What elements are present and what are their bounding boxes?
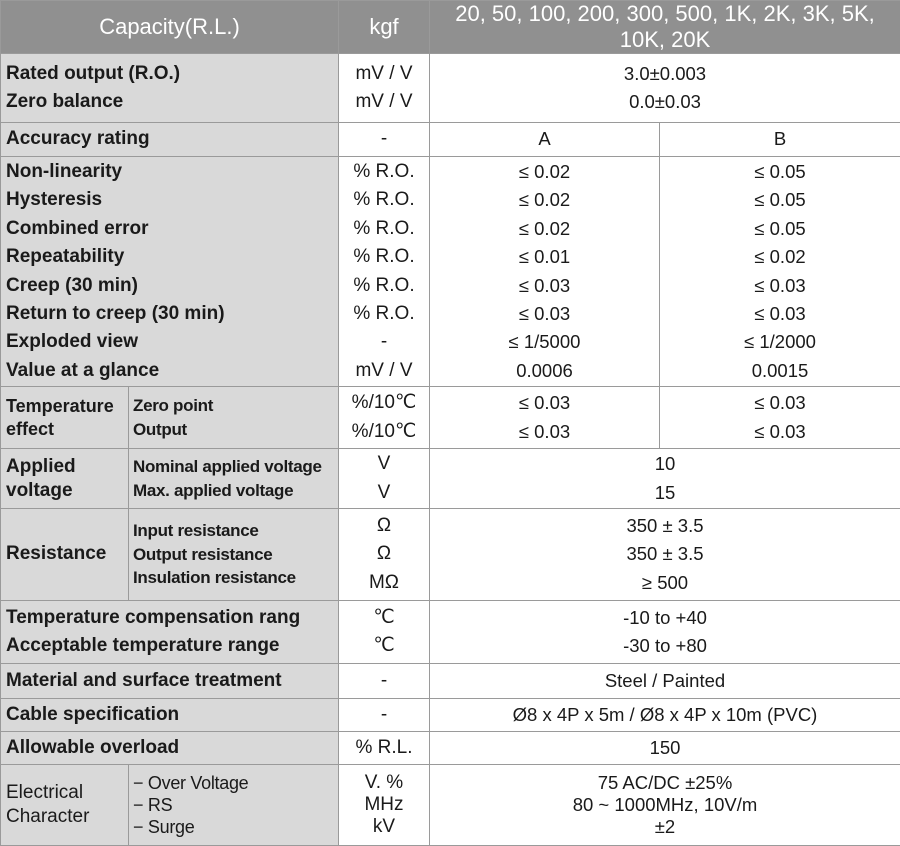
nominal-voltage-value: 10: [430, 450, 900, 478]
over-voltage-label: − Over Voltage: [133, 772, 338, 794]
applied-voltage-sublabels: [129, 449, 339, 509]
hysteresis-a: ≤ 0.02: [430, 186, 659, 214]
zero-point-label: Zero point: [133, 394, 338, 418]
zero-point-b: ≤ 0.03: [660, 389, 900, 417]
return-to-creep-a: ≤ 0.03: [430, 300, 659, 328]
insulation-resistance-unit: MΩ: [339, 569, 429, 597]
return-to-creep-unit: % R.O.: [339, 300, 429, 328]
compensation-range-value: -10 to +40: [430, 604, 900, 632]
applied-voltage-label: [1, 449, 129, 509]
repeatability-b: ≤ 0.02: [660, 243, 900, 271]
performance-row: [1, 157, 900, 387]
non-linearity-a: ≤ 0.02: [430, 158, 659, 186]
input-resistance-unit: Ω: [339, 512, 429, 540]
rs-value: 80 ~ 1000MHz, 10V/m: [430, 794, 900, 816]
return-to-creep-b: ≤ 0.03: [660, 300, 900, 328]
nominal-voltage-unit: V: [339, 450, 429, 478]
output-temp-a: ≤ 0.03: [430, 418, 659, 446]
resistance-values: [430, 509, 900, 601]
zero-balance-label: Zero balance: [6, 88, 338, 116]
output-resistance-label: Output resistance: [133, 543, 338, 567]
material-value: Steel / Painted: [430, 664, 900, 699]
overload-value: 150: [430, 732, 900, 765]
electrical-label-line1: Electrical: [6, 781, 128, 805]
electrical-values: [430, 765, 900, 846]
temperature-range-units: [339, 601, 430, 664]
acceptable-range-unit: ℃: [339, 632, 429, 660]
zero-point-unit: %/10℃: [339, 389, 429, 417]
hysteresis-label: Hysteresis: [6, 186, 338, 214]
insulation-resistance-label: Insulation resistance: [133, 566, 338, 590]
over-voltage-value: 75 AC/DC ±25%: [430, 772, 900, 794]
overload-label: Allowable overload: [1, 732, 339, 765]
input-resistance-value: 350 ± 3.5: [430, 512, 900, 540]
repeatability-a: ≤ 0.01: [430, 243, 659, 271]
input-resistance-label: Input resistance: [133, 519, 338, 543]
resistance-row: [1, 509, 900, 601]
acceptable-range-value: -30 to +80: [430, 632, 900, 660]
value-at-glance-unit: mV / V: [339, 357, 429, 385]
accuracy-row: [1, 123, 900, 157]
creep-a: ≤ 0.03: [430, 272, 659, 300]
max-voltage-value: 15: [430, 479, 900, 507]
accuracy-unit: -: [339, 123, 430, 157]
temperature-effect-label: [1, 387, 129, 449]
temperature-range-labels: [1, 601, 339, 664]
performance-units: [339, 157, 430, 387]
output-units: [339, 54, 430, 123]
accuracy-b: B: [660, 123, 900, 157]
hysteresis-b: ≤ 0.05: [660, 186, 900, 214]
overload-unit: % R.L.: [339, 732, 430, 765]
accuracy-a: A: [430, 123, 660, 157]
cable-label: Cable specification: [1, 699, 339, 732]
applied-voltage-units: [339, 449, 430, 509]
cable-row: [1, 699, 900, 732]
combined-error-b: ≤ 0.05: [660, 215, 900, 243]
cable-value: Ø8 x 4P x 5m / Ø8 x 4P x 10m (PVC): [430, 699, 900, 732]
overload-row: [1, 732, 900, 765]
creep-b: ≤ 0.03: [660, 272, 900, 300]
surge-unit: kV: [339, 816, 429, 838]
insulation-resistance-value: ≥ 500: [430, 569, 900, 597]
creep-label: Creep (30 min): [6, 272, 338, 300]
hysteresis-unit: % R.O.: [339, 186, 429, 214]
resistance-units: [339, 509, 430, 601]
temperature-effect-row: [1, 387, 900, 449]
resistance-label: Resistance: [1, 509, 129, 601]
non-linearity-unit: % R.O.: [339, 158, 429, 186]
resistance-sublabels: [129, 509, 339, 601]
applied-voltage-label-line2: voltage: [6, 479, 128, 503]
return-to-creep-label: Return to creep (30 min): [6, 300, 338, 328]
zero-point-a: ≤ 0.03: [430, 389, 659, 417]
temperature-effect-units: [339, 387, 430, 449]
combined-error-unit: % R.O.: [339, 215, 429, 243]
electrical-row: [1, 765, 900, 846]
exploded-view-b: ≤ 1/2000: [660, 328, 900, 356]
output-resistance-unit: Ω: [339, 540, 429, 568]
combined-error-a: ≤ 0.02: [430, 215, 659, 243]
output-temp-b: ≤ 0.03: [660, 418, 900, 446]
nominal-voltage-label: Nominal applied voltage: [133, 455, 338, 479]
temperature-range-values: [430, 601, 900, 664]
combined-error-label: Combined error: [6, 215, 338, 243]
exploded-view-unit: -: [339, 328, 429, 356]
value-at-glance-a: 0.0006: [430, 357, 659, 385]
applied-voltage-values: [430, 449, 900, 509]
rs-label: − RS: [133, 794, 338, 816]
max-voltage-unit: V: [339, 479, 429, 507]
temperature-range-row: [1, 601, 900, 664]
accuracy-label: Accuracy rating: [1, 123, 339, 157]
rated-output-value: 3.0±0.003: [430, 60, 900, 88]
non-linearity-label: Non-linearity: [6, 158, 338, 186]
output-row: [1, 54, 900, 123]
acceptable-range-label: Acceptable temperature range: [6, 632, 338, 660]
compensation-range-label: Temperature compensation rang: [6, 604, 338, 632]
repeatability-unit: % R.O.: [339, 243, 429, 271]
repeatability-label: Repeatability: [6, 243, 338, 271]
zero-balance-value: 0.0±0.03: [430, 88, 900, 116]
max-voltage-label: Max. applied voltage: [133, 479, 338, 503]
capacity-header: Capacity(R.L.): [1, 1, 339, 54]
rs-unit: MHz: [339, 794, 429, 816]
temperature-effect-label-line2: effect: [6, 418, 128, 441]
material-unit: -: [339, 664, 430, 699]
output-temp-unit: %/10℃: [339, 418, 429, 446]
output-values: [430, 54, 900, 123]
exploded-view-a: ≤ 1/5000: [430, 328, 659, 356]
temperature-effect-b: [660, 387, 900, 449]
material-row: [1, 664, 900, 699]
compensation-range-unit: ℃: [339, 604, 429, 632]
non-linearity-b: ≤ 0.05: [660, 158, 900, 186]
exploded-view-label: Exploded view: [6, 328, 338, 356]
surge-value: ±2: [430, 816, 900, 838]
electrical-label-line2: Character: [6, 805, 128, 829]
performance-a-values: [430, 157, 660, 387]
electrical-sublabels: [129, 765, 339, 846]
performance-b-values: [660, 157, 900, 387]
output-labels: [1, 54, 339, 123]
over-voltage-unit: V. %: [339, 772, 429, 794]
value-at-glance-b: 0.0015: [660, 357, 900, 385]
performance-labels: [1, 157, 339, 387]
rated-output-unit: mV / V: [339, 60, 429, 88]
electrical-label: [1, 765, 129, 846]
electrical-units: [339, 765, 430, 846]
creep-unit: % R.O.: [339, 272, 429, 300]
surge-label: − Surge: [133, 816, 338, 838]
value-at-glance-label: Value at a glance: [6, 357, 338, 385]
temperature-effect-label-line1: Temperature: [6, 395, 128, 418]
output-resistance-value: 350 ± 3.5: [430, 540, 900, 568]
material-label: Material and surface treatment: [1, 664, 339, 699]
rated-output-label: Rated output (R.O.): [6, 60, 338, 88]
cable-unit: -: [339, 699, 430, 732]
temperature-effect-sublabels: [129, 387, 339, 449]
zero-balance-unit: mV / V: [339, 88, 429, 116]
output-temp-label: Output: [133, 418, 338, 442]
applied-voltage-label-line1: Applied: [6, 455, 128, 479]
header-row: [1, 1, 900, 54]
applied-voltage-row: [1, 449, 900, 509]
capacity-values-header: 20, 50, 100, 200, 300, 500, 1K, 2K, 3K, 5K, 10K, 20K: [430, 1, 900, 54]
unit-header: kgf: [339, 1, 430, 54]
temperature-effect-a: [430, 387, 660, 449]
